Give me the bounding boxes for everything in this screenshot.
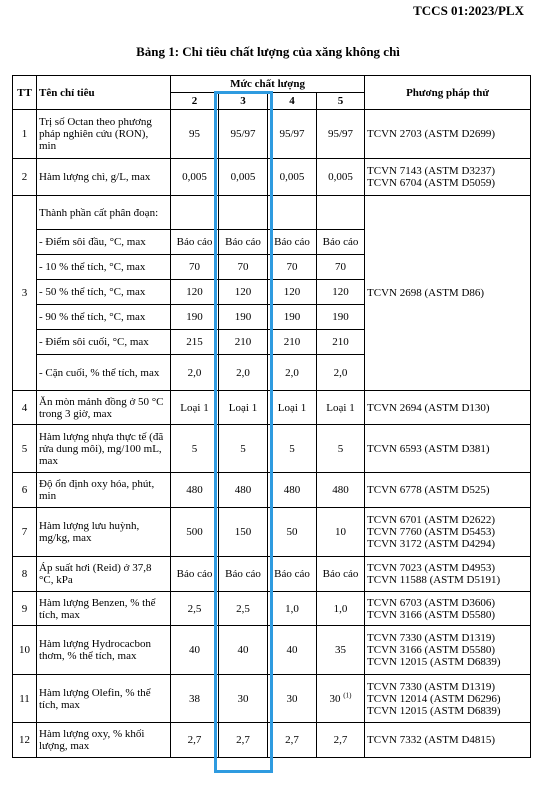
criterion-name: Hàm lượng lưu huỳnh, mg/kg, max: [37, 508, 171, 557]
value-level-3: 95/97: [219, 110, 268, 159]
value-level-3: 30: [219, 675, 268, 723]
method-line: TCVN 6778 (ASTM D525): [367, 484, 490, 496]
value-level-5: 120: [317, 280, 365, 305]
test-method: [365, 675, 531, 723]
value-level-4: 2,7: [268, 723, 317, 758]
criterion-sub-name: - Điểm sôi cuối, °C, max: [37, 330, 171, 355]
value-level-5: 2,7: [317, 723, 365, 758]
table-row: [13, 110, 531, 159]
criterion-sub-name: - 90 % thể tích, °C, max: [37, 305, 171, 330]
value-level-5: 5: [317, 425, 365, 473]
value-level-2: 120: [171, 280, 219, 305]
method-line: TCVN 6703 (ASTM D3606): [367, 596, 496, 609]
value-level-5: Báo cáo: [317, 230, 365, 255]
row-number: 8: [13, 557, 37, 592]
value-level-4: Loại 1: [268, 391, 317, 425]
row-number: 12: [13, 723, 37, 758]
method-line: TCVN 3166 (ASTM D5580): [367, 644, 496, 656]
value-level-4: 0,005: [268, 159, 317, 196]
value-level-4: 5: [268, 425, 317, 473]
criterion-name: Hàm lượng Hydrocacbon thơm, % thể tích, max: [37, 626, 171, 675]
criterion-sub-name: - Điểm sôi đầu, °C, max: [37, 230, 171, 255]
value-text: 30: [329, 692, 341, 705]
value-level-4: 210: [268, 330, 317, 355]
value-level-4: 190: [268, 305, 317, 330]
method-line: TCVN 6593 (ASTM D381): [367, 442, 490, 455]
value-level-4: 50: [268, 508, 317, 557]
value-level-5: 210: [317, 330, 365, 355]
header-level-4: 4: [268, 93, 317, 110]
value-level-3: 210: [219, 330, 268, 355]
value-level-5: 480: [317, 473, 365, 508]
table-row: [13, 196, 531, 230]
row-number: 4: [13, 391, 37, 425]
test-method: [365, 159, 531, 196]
test-method: [365, 723, 531, 758]
value-level-2: Báo cáo: [171, 557, 219, 592]
test-method: [365, 110, 531, 159]
value-level-5: Báo cáo: [317, 557, 365, 592]
value-level-5: 70: [317, 255, 365, 280]
criterion-name: Hàm lượng chì, g/L, max: [37, 159, 171, 196]
header-name: Tên chỉ tiêu: [37, 76, 171, 110]
value-level-5: 0,005: [317, 159, 365, 196]
table-row: [13, 592, 531, 626]
value-level-2: 40: [171, 626, 219, 675]
value-level-4: 2,0: [268, 355, 317, 391]
row-number: 11: [13, 675, 37, 723]
value-level-5: Loại 1: [317, 391, 365, 425]
method-line: TCVN 2698 (ASTM D86): [367, 287, 485, 299]
value-level-5: 2,0: [317, 355, 365, 391]
value-level-2: 480: [171, 473, 219, 508]
criterion-sub-name: - 10 % thể tích, °C, max: [37, 255, 171, 280]
header-quality-group: Mức chất lượng: [171, 76, 365, 93]
table-title: Bảng 1: Chỉ tiêu chất lượng của xăng không chì: [136, 44, 400, 59]
value-level-2: 5: [171, 425, 219, 473]
value-level-2: 95: [171, 110, 219, 159]
method-line: TCVN 12015 (ASTM D6839): [367, 656, 501, 668]
test-method: [365, 508, 531, 557]
header-level-5: 5: [317, 93, 365, 110]
header-method: Phương pháp thử: [365, 76, 531, 110]
value-level-2: 2,5: [171, 592, 219, 626]
value-level-3: 2,0: [219, 355, 268, 391]
value-level-2: 0,005: [171, 159, 219, 196]
criterion-name: Hàm lượng oxy, % khối lượng, max: [37, 723, 171, 758]
method-line: TCVN 7023 (ASTM D4953): [367, 562, 496, 574]
test-method: [365, 557, 531, 592]
row-number: 2: [13, 159, 37, 196]
value-level-3: 40: [219, 626, 268, 675]
value-level-3: 5: [219, 425, 268, 473]
test-method: [365, 626, 531, 675]
value-level-3: 120: [219, 280, 268, 305]
value-level-4: Báo cáo: [268, 557, 317, 592]
test-method: [365, 196, 531, 391]
method-line: TCVN 3166 (ASTM D5580): [367, 608, 496, 621]
value-level-3: 70: [219, 255, 268, 280]
value-level-5: 1,0: [317, 592, 365, 626]
value-level-3: Báo cáo: [219, 230, 268, 255]
table-row: [13, 473, 531, 508]
value-level-4: Báo cáo: [268, 230, 317, 255]
method-line: TCVN 2703 (ASTM D2699): [367, 128, 496, 140]
footnote-marker: (1): [343, 690, 352, 699]
header-level-3: 3: [219, 93, 268, 110]
row-number: 1: [13, 110, 37, 159]
value-level-2: 500: [171, 508, 219, 557]
row-number: 10: [13, 626, 37, 675]
method-line: TCVN 7143 (ASTM D3237): [367, 165, 496, 177]
method-line: TCVN 7332 (ASTM D4815): [367, 734, 496, 746]
criterion-sub-name: - 50 % thể tích, °C, max: [37, 280, 171, 305]
method-line: TCVN 12014 (ASTM D6296): [367, 692, 501, 705]
value-level-2: 215: [171, 330, 219, 355]
table-row: [13, 159, 531, 196]
table-row: [13, 723, 531, 758]
value-level-3: 150: [219, 508, 268, 557]
criterion-name: Hàm lượng Olefin, % thể tích, max: [37, 675, 171, 723]
row-number: 6: [13, 473, 37, 508]
value-level-4: 70: [268, 255, 317, 280]
value-level-3: 480: [219, 473, 268, 508]
row-number: 9: [13, 592, 37, 626]
value-level-3: 190: [219, 305, 268, 330]
value-level-2: 2,7: [171, 723, 219, 758]
header-level-2: 2: [171, 93, 219, 110]
value-level-4: 40: [268, 626, 317, 675]
value-level-2: Loại 1: [171, 391, 219, 425]
value-level-3: 0,005: [219, 159, 268, 196]
criterion-name: Hàm lượng nhựa thực tế (đã rửa dung môi), mg/100 mL, max: [37, 425, 171, 473]
value-level-3: 2,5: [219, 592, 268, 626]
row-number: 5: [13, 425, 37, 473]
value-level-5: 190: [317, 305, 365, 330]
value-level-5: 10: [317, 508, 365, 557]
value-level-3: 2,7: [219, 723, 268, 758]
test-method: [365, 425, 531, 473]
value-level-5: [317, 675, 365, 723]
criterion-name: Hàm lượng Benzen, % thể tích, max: [37, 592, 171, 626]
value-level-3: Báo cáo: [219, 557, 268, 592]
method-line: TCVN 11588 (ASTM D5191): [367, 574, 501, 586]
test-method: [365, 391, 531, 425]
table-row: [13, 508, 531, 557]
value-level-2: 70: [171, 255, 219, 280]
criterion-sub-name: - Cặn cuối, % thể tích, max: [37, 355, 171, 391]
document-code: TCCS 01:2023/PLX: [413, 3, 524, 18]
value-level-4: 95/97: [268, 110, 317, 159]
value-level-3: Loại 1: [219, 391, 268, 425]
criterion-name: Độ ổn định oxy hóa, phút, min: [37, 473, 171, 508]
quality-table: [12, 75, 531, 758]
criterion-name: Áp suất hơi (Reid) ở 37,8 °C, kPa: [37, 557, 171, 592]
method-line: TCVN 7330 (ASTM D1319): [367, 680, 496, 693]
value-level-2: 38: [171, 675, 219, 723]
method-line: TCVN 7330 (ASTM D1319): [367, 632, 496, 644]
value-level-4: 30: [268, 675, 317, 723]
method-line: TCVN 2694 (ASTM D130): [367, 401, 490, 414]
table-row: [13, 425, 531, 473]
header-tt: TT: [13, 76, 37, 110]
value-level-4: 1,0: [268, 592, 317, 626]
value-level-2: 190: [171, 305, 219, 330]
test-method: [365, 473, 531, 508]
value-level-2: Báo cáo: [171, 230, 219, 255]
method-line: TCVN 6701 (ASTM D2622): [367, 514, 496, 526]
test-method: [365, 592, 531, 626]
method-line: TCVN 6704 (ASTM D5059): [367, 177, 496, 189]
value-level-5: 95/97: [317, 110, 365, 159]
table-row: [13, 626, 531, 675]
value-level-5: 35: [317, 626, 365, 675]
value-level-2: 2,0: [171, 355, 219, 391]
row-number: 3: [13, 196, 37, 391]
value-level-4: 120: [268, 280, 317, 305]
method-line: TCVN 7760 (ASTM D5453): [367, 526, 496, 538]
table-row: [13, 557, 531, 592]
criterion-name: Ăn mòn mảnh đồng ở 50 °C trong 3 giờ, max: [37, 391, 171, 425]
criterion-name: Thành phần cất phân đoạn:: [37, 196, 171, 230]
value-level-4: 480: [268, 473, 317, 508]
table-row: [13, 675, 531, 723]
row-number: 7: [13, 508, 37, 557]
method-line: TCVN 12015 (ASTM D6839): [367, 704, 501, 717]
criterion-name: Trị số Octan theo phương pháp nghiên cứu (RON), min: [37, 110, 171, 159]
method-line: TCVN 3172 (ASTM D4294): [367, 538, 496, 550]
table-row: [13, 391, 531, 425]
